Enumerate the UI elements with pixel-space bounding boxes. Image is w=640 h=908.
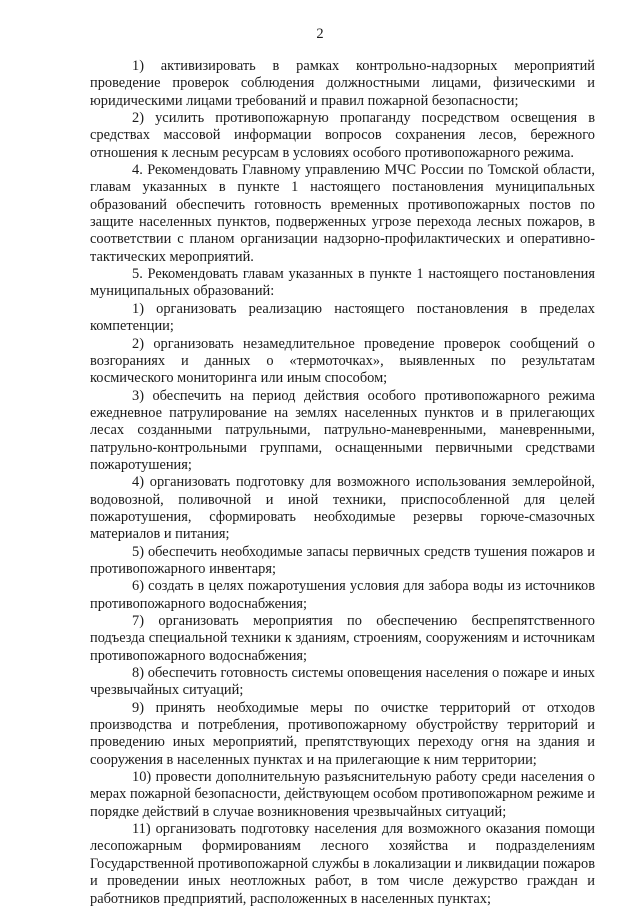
paragraph-sub-1-enforcement: 1) активизировать в рамках контрольно-надзорных мероприятий проведение проверок соблюдения должностными лицами, физическими и юридическими лицами требований и правил пожарной безопасности; — [90, 58, 595, 109]
paragraph-item-5: 5. Рекомендовать главам указанных в пункте 1 настоящего постановления муниципальных образований: — [90, 266, 595, 300]
paragraph-item-5-sub-6: 6) создать в целях пожаротушения условия для забора воды из источников противопожарного водоснабжения; — [90, 578, 595, 612]
paragraph-item-5-sub-3: 3) обеспечить на период действия особого противопожарного режима ежедневное патрулирование на землях населенных пунктов и в прилегающих лесах созданными патрульными, патрульно-маневренными, маневренными, патрульно-контрольными группами, оснащенными первичными средствами пожаротушения; — [90, 387, 595, 473]
paragraph-item-5-sub-1: 1) организовать реализацию настоящего постановления в пределах компетенции; — [90, 300, 595, 335]
document-body — [90, 58, 595, 908]
paragraph-item-5-sub-4: 4) организовать подготовку для возможного использования землеройной, водовозной, поливочной и иной техники, приспособленной для целей пожаротушения, сформировать необходимые резервы горюче-смазочных материалов и питания; — [90, 474, 595, 543]
page-number: 2 — [316, 26, 324, 42]
paragraph-item-5-sub-11: 11) организовать подготовку населения для возможного оказания помощи лесопожарным формированиям лесного хозяйства и подразделениям Государственной противопожарной службы в локализации и ликвидации пожаров и проведении иных неотложных работ, в том числе дежурство граждан и работников предприятий, расположенных в населенных пунктах; — [90, 821, 595, 907]
paragraph-item-5-sub-2: 2) организовать незамедлительное проведение проверок сообщений о возгораниях и данных о «термоточках», выявленных по результатам космического мониторинга или иным способом; — [90, 335, 595, 387]
paragraph-item-5-sub-9: 9) принять необходимые меры по очистке территорий от отходов производства и потребления, противопожарному обустройству территорий и проведению иных мероприятий, препятствующих переходу огня на здания и сооружения в населенных пунктах и на прилегающие к ним территории; — [90, 699, 595, 768]
paragraph-item-4: 4. Рекомендовать Главному управлению МЧС России по Томской области, главам указанных в пункте 1 настоящего постановления муниципальных образований обеспечить готовность временных противопожарных постов по защите населенных пунктов, подверженных угрозе перехода лесных пожаров, в соответствии с планом организации надзорно-профилактических и оперативно-тактических мероприятий. — [90, 162, 595, 265]
paragraph-item-5-sub-5: 5) обеспечить необходимые запасы первичных средств тушения пожаров и противопожарного инвентаря; — [90, 543, 595, 577]
paragraph-sub-2-propaganda: 2) усилить противопожарную пропаганду посредством освещения в средствах массовой информации вопросов сохранения лесов, бережного отношения к лесным ресурсам в условиях особого противопожарного режима. — [90, 110, 595, 161]
paragraph-item-5-sub-8: 8) обеспечить готовность системы оповещения населения о пожаре и иных чрезвычайных ситуаций; — [90, 665, 595, 699]
paragraph-item-5-sub-7: 7) организовать мероприятия по обеспечению беспрепятственного подъезда специальной техники к зданиям, строениям, сооружениям и источникам противопожарного водоснабжения; — [90, 613, 595, 664]
paragraph-item-5-sub-10: 10) провести дополнительную разъяснительную работу среди населения о мерах пожарной безопасности, действующем особом противопожарном режиме и порядке действий в случае возникновения чрезвычайных ситуаций; — [90, 769, 595, 820]
